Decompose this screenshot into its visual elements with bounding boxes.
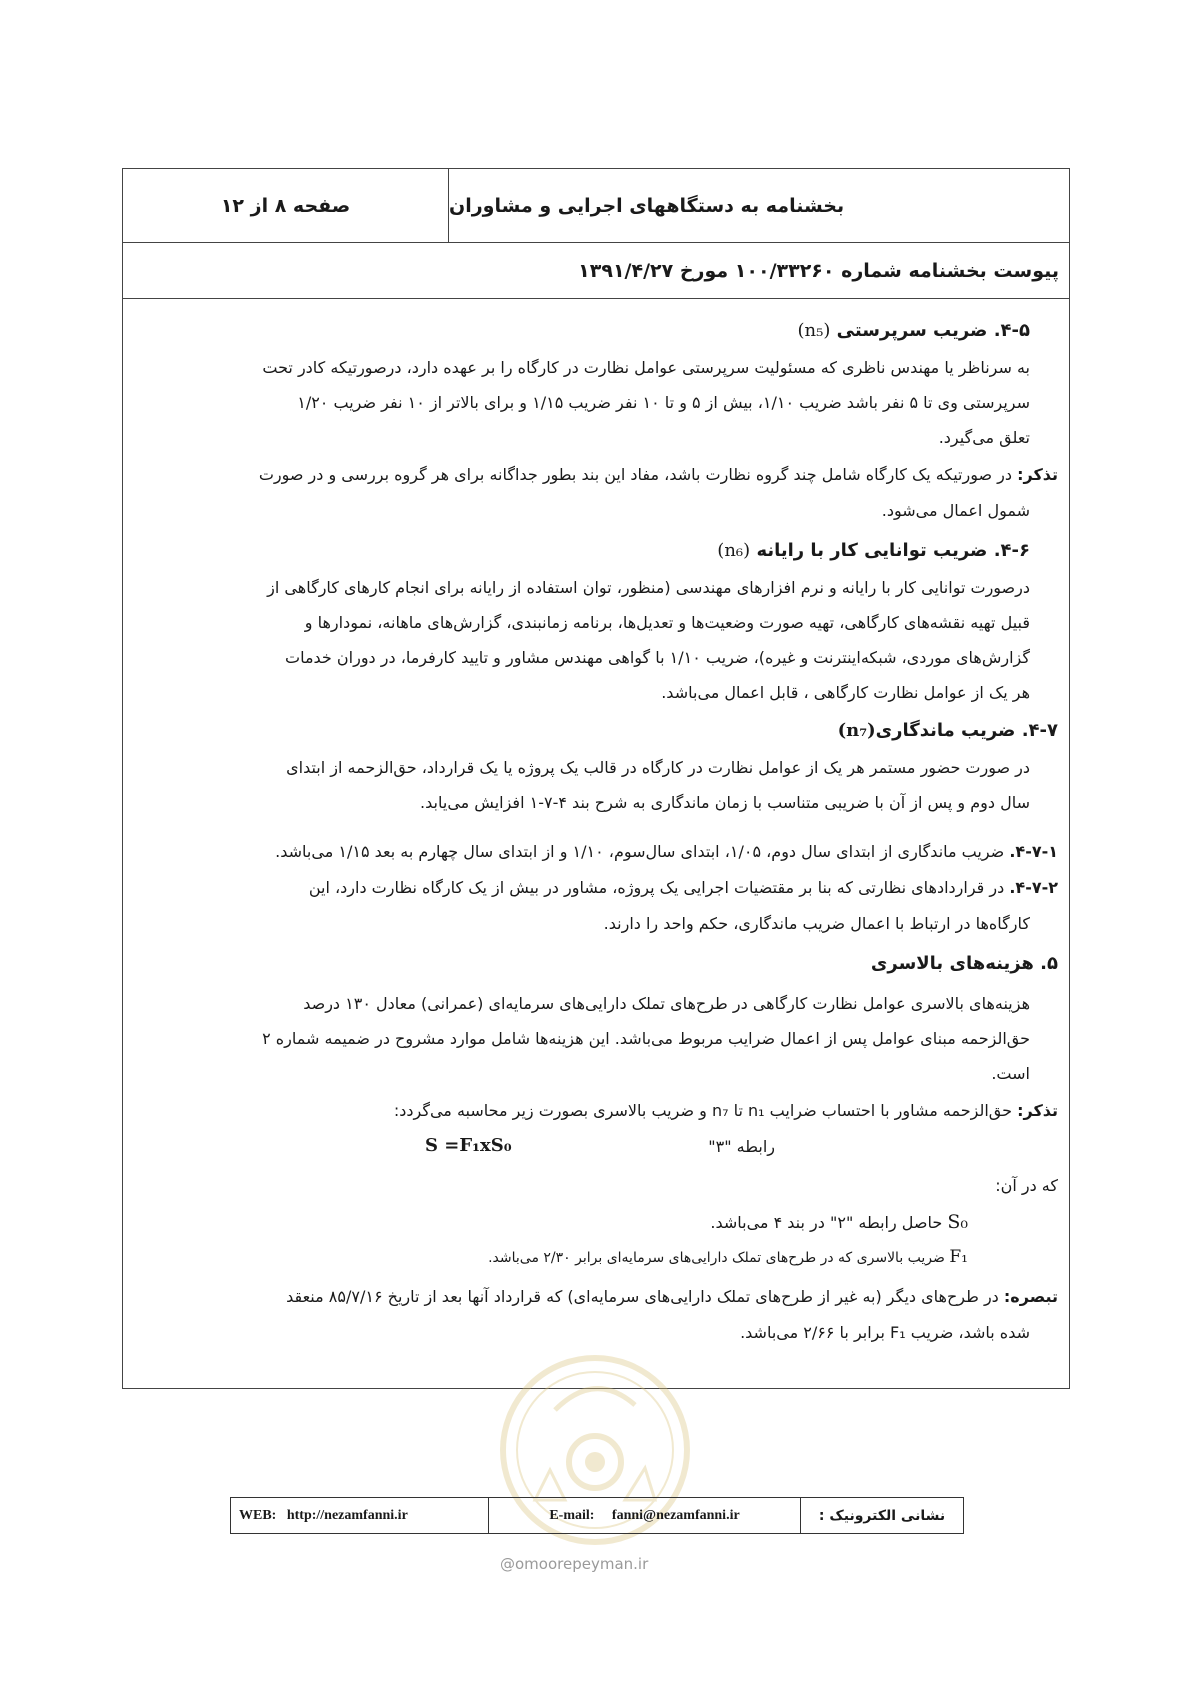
formula: S =F₁xS₀ — [425, 1135, 512, 1156]
footer-web — [231, 1498, 488, 1533]
paragraph-line: درصورت توانایی کار با رایانه و نرم افزارهای مهندسی (منظور، توان استفاده از رایانه برای انجام کارهای کارگاهی از — [267, 578, 1030, 597]
paragraph-line: سال دوم و پس از آن با ضریبی متناسب با زمان ماندگاری به شرح بند ۴-۷-۱ افزایش می‌یابد. — [420, 793, 1030, 812]
web-label: WEB: — [239, 1507, 277, 1523]
definition-line — [488, 1249, 968, 1266]
symbol-s0: S₀ — [947, 1211, 968, 1233]
email-link[interactable]: fanni@nezamfanni.ir — [611, 1507, 740, 1523]
paragraph-line: گزارش‌های موردی، شبکه‌اینترنت و غیره)، ضریب ۱/۱۰ با گواهی مهندس مشاور و تایید کارفرما، در دوران خدمات — [285, 648, 1030, 667]
footer-label: نشانی الکترونیک : — [818, 1507, 946, 1524]
definition-text: ضریب بالاسری که در طرح‌های تملک دارایی‌های سرمایه‌ای برابر ۲/۳۰ می‌باشد. — [488, 1250, 950, 1266]
note-line: شمول اعمال می‌شود. — [881, 501, 1030, 520]
heading-text: ۴-۷. ضریب ماندگاری — [875, 720, 1058, 741]
definition-line — [710, 1213, 968, 1232]
paragraph-line: سرپرستی وی تا ۵ نفر باشد ضریب ۱/۱۰، بیش از ۵ و تا ۱۰ نفر ضریب ۱/۱۵ و برای بالاتر از ۱۰ نفر ضریب ۱/۲۰ — [297, 393, 1030, 412]
note-line — [394, 1103, 1058, 1119]
subsection-number: ۴-۷-۱. — [1009, 842, 1058, 861]
definition-text: حاصل رابطه "۲" در بند ۴ می‌باشد. — [710, 1213, 948, 1232]
page-number: صفحه ۸ از ۱۲ — [123, 169, 449, 242]
heading-text: ۴-۵. ضریب سرپرستی — [836, 320, 1030, 341]
paragraph-line: تعلق می‌گیرد. — [938, 428, 1030, 447]
where-label: که در آن: — [995, 1176, 1058, 1195]
remark-line — [286, 1289, 1058, 1305]
paragraph-line: قبیل تهیه نقشه‌های کارگاهی، تهیه صورت وضعیت‌ها و تعدیل‌ها، برنامه زمانبندی، گزارش‌های ماهانه، نمودارها و — [304, 613, 1030, 632]
note-text: در صورتیکه یک کارگاه شامل چند گروه نظارت باشد، مفاد این بند بطور جداگانه برای هر گروه بررسی و در صورت — [258, 465, 1018, 484]
section-heading — [717, 542, 1030, 560]
paragraph-line: حق‌الزحمه مبنای عوامل پس از اعمال ضرایب مربوط می‌باشد. این هزینه‌ها شامل موارد مشروح در ضمیمه شماره ۲ — [262, 1029, 1030, 1048]
note-label: تذکر: — [1017, 1101, 1058, 1120]
subsection-number: ۴-۷-۲. — [1009, 878, 1058, 897]
symbol-n6: (n₆) — [717, 540, 751, 561]
footer-email — [488, 1498, 801, 1533]
paragraph-line: است. — [991, 1064, 1030, 1083]
header-row — [123, 169, 1069, 243]
subsection-text: در قراردادهای نظارتی که بنا بر مقتضیات اجرایی یک پروژه، مشاور در بیش از یک کارگاه نظارت دارد، این — [308, 878, 1010, 897]
note-label: تذکر: — [1017, 465, 1058, 484]
subsection-line — [309, 880, 1058, 896]
relation-label: رابطه "۳" — [708, 1137, 775, 1156]
note-line — [259, 467, 1058, 483]
symbol-n5: (n₅) — [797, 320, 831, 341]
paragraph-line: در صورت حضور مستمر هر یک از عوامل نظارت در کارگاه در قالب یک پروژه یا یک قرارداد، حق‌الزحمه از ابتدای — [286, 758, 1030, 777]
web-link[interactable]: http://nezamfanni.ir — [286, 1507, 408, 1523]
email-label: E-mail: — [549, 1507, 595, 1523]
paragraph-line: هر یک از عوامل نظارت کارگاهی ، قابل اعمال می‌باشد. — [661, 683, 1030, 702]
subsection-line — [275, 844, 1058, 860]
document-title: بخشنامه به دستگاههای اجرایی و مشاوران — [449, 194, 845, 217]
section-heading: ۵. هزینه‌های بالاسری — [870, 953, 1058, 974]
header-table — [122, 168, 1070, 299]
heading-text: ۴-۶. ضریب توانایی کار با رایانه — [756, 540, 1030, 561]
annex-title: پیوست بخشنامه شماره ۱۰۰/۳۳۲۶۰ مورخ ۱۳۹۱/۴/۲۷ — [578, 259, 1059, 282]
remark-label: تبصره: — [1003, 1287, 1058, 1306]
subsection-text: ضریب ماندگاری از ابتدای سال دوم، ۱/۰۵، ابتدای سال‌سوم، ۱/۱۰ و از ابتدای سال چهارم به بعد ۱/۱۵ می‌باشد. — [275, 842, 1010, 861]
symbol-n7: (n₇) — [837, 720, 876, 741]
paragraph-line: به سرناظر یا مهندس ناظری که مسئولیت سرپرستی عوامل نظارت در کارگاه را بر عهده دارد، درصورتیکه کادر تحت — [262, 358, 1030, 377]
subsection-line: کارگاه‌ها در ارتباط با اعمال ضریب ماندگاری، حکم واحد را دارند. — [603, 914, 1030, 933]
symbol-f1: F₁ — [949, 1247, 968, 1267]
section-heading — [838, 722, 1058, 740]
section-heading — [798, 322, 1031, 340]
note-text: حق‌الزحمه مشاور با احتساب ضرایب n₁ تا n₇ و ضریب بالاسری بصورت زیر محاسبه می‌گردد: — [393, 1101, 1018, 1120]
watermark-text: @omoorepeyman.ir — [500, 1555, 649, 1573]
remark-text: در طرح‌های دیگر (به غیر از طرح‌های تملک دارایی‌های سرمایه‌ای) که قرارداد آنها بعد از تاریخ ۸۵/۷/۱۶ منعقد — [286, 1287, 1004, 1306]
remark-line: شده باشد، ضریب F₁ برابر با ۲/۶۶ می‌باشد. — [740, 1323, 1030, 1342]
footer-contact — [230, 1497, 964, 1534]
paragraph-line: هزینه‌های بالاسری عوامل نظارت کارگاهی در طرح‌های تملک دارایی‌های سرمایه‌ای (عمرانی) معادل ۱۳۰ درصد — [303, 994, 1030, 1013]
